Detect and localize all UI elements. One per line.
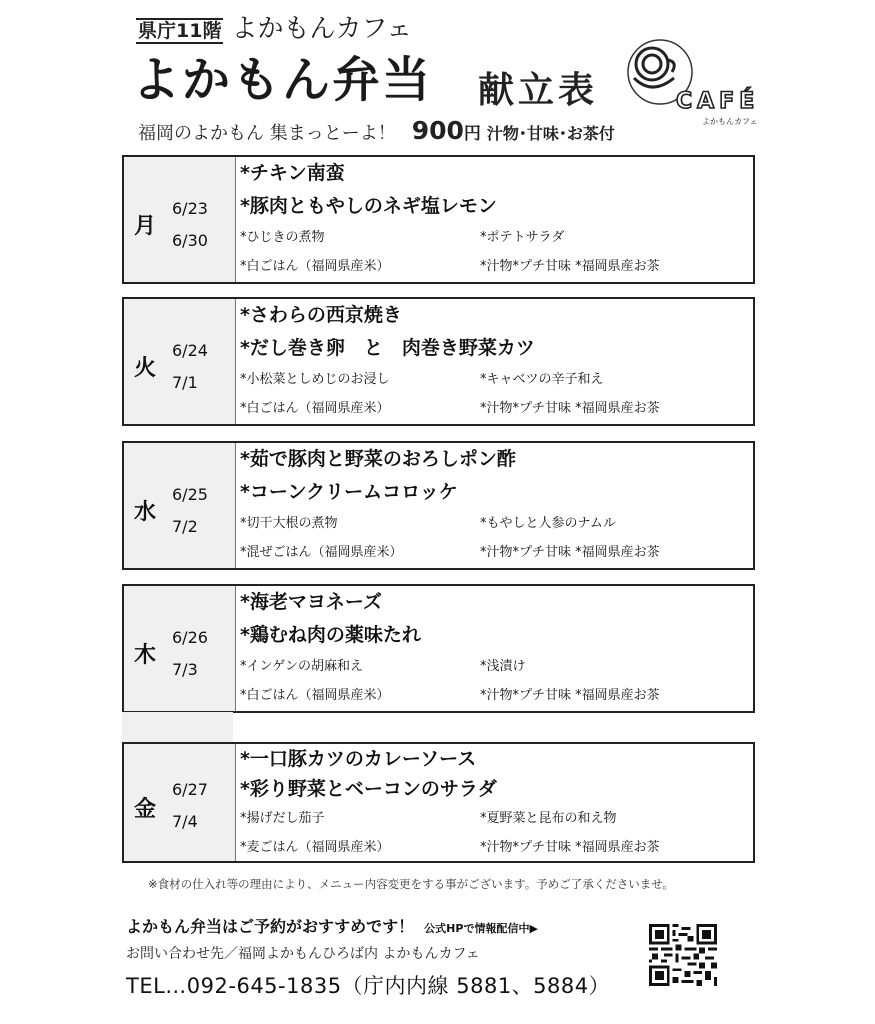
rice: *麦ごはん（福岡県産米） <box>240 840 390 855</box>
menu-cell <box>236 157 753 282</box>
side-row <box>240 509 753 538</box>
side-dish: *浅漬け <box>480 659 526 674</box>
phone-number: TEL…092-645-1835（庁内内線 5881、5884） <box>126 974 611 998</box>
day-label: 水 <box>134 500 157 525</box>
extras: *汁物*プチ甘味 *福岡県産お茶 <box>480 840 660 855</box>
dates <box>172 335 208 399</box>
date: 7/2 <box>172 517 198 536</box>
date: 6/24 <box>172 341 208 360</box>
reservation-line <box>126 914 538 937</box>
extras: *汁物*プチ甘味 *福岡県産お茶 <box>480 545 660 560</box>
contact-info: お問い合わせ先／福岡よかもんひろば内 よかもんカフェ <box>126 946 480 962</box>
price: 900 <box>411 116 464 145</box>
day-block-mon <box>122 155 755 284</box>
side-dish: *小松菜としめじのお浸し <box>240 372 390 387</box>
side-dish: *夏野菜と昆布の和え物 <box>480 811 617 826</box>
day-cell <box>124 586 236 711</box>
side-row <box>240 833 753 862</box>
price-unit: 円 <box>463 124 481 144</box>
side-row <box>240 681 753 710</box>
extras: *汁物*プチ甘味 *福岡県産お茶 <box>480 259 660 274</box>
svg-text:CAFÉ: CAFÉ <box>676 89 760 114</box>
side-row <box>240 252 753 281</box>
menu-label: 献立表 <box>478 69 599 111</box>
day-block-wed <box>122 441 755 570</box>
qr-code-icon[interactable] <box>646 924 720 986</box>
date: 6/23 <box>172 199 208 218</box>
includes: 汁物･甘味･お茶付 <box>486 124 615 143</box>
extras: *汁物*プチ甘味 *福岡県産お茶 <box>480 401 660 416</box>
main-dish: *だし巻き卵 と 肉巻き野菜カツ <box>240 337 535 359</box>
day-label: 月 <box>134 214 157 239</box>
main-dish: *鶏むね肉の薬味たれ <box>240 624 421 646</box>
date: 6/27 <box>172 780 208 799</box>
cafe-name: よかもんカフェ <box>231 14 413 44</box>
tagline-text: 福岡のよかもん 集まっとーよ！ <box>138 123 396 144</box>
day-label: 火 <box>134 356 157 381</box>
side-dish: *ポテトサラダ <box>480 230 565 245</box>
side-dish: *もやしと人参のナムル <box>480 516 616 531</box>
day-cell <box>124 443 236 568</box>
side-dish: *キャベツの辛子和え <box>480 372 604 387</box>
side-dish: *インゲンの胡麻和え <box>240 659 363 674</box>
side-row <box>240 394 753 423</box>
side-row <box>240 365 753 394</box>
date: 7/4 <box>172 812 198 831</box>
side-row <box>240 652 753 681</box>
rice: *白ごはん（福岡県産米） <box>240 688 390 703</box>
dates <box>172 479 208 543</box>
main-dish: *コーンクリームコロッケ <box>240 481 458 503</box>
day-block-thu <box>122 584 755 713</box>
main-dish: *さわらの西京焼き <box>240 304 402 326</box>
side-row <box>240 538 753 567</box>
side-row <box>240 223 753 252</box>
change-notice: ※食材の仕入れ等の理由により、メニュー内容変更をする事がございます。予めご了承くださいませ。 <box>148 877 674 891</box>
main-dish: *海老マヨネーズ <box>240 591 382 613</box>
side-dish: *ひじきの煮物 <box>240 230 325 245</box>
svg-text:よかもんカフェ: よかもんカフェ <box>702 117 758 126</box>
main-dish: *一口豚カツのカレーソース <box>240 748 477 770</box>
day-cell <box>124 744 236 861</box>
extras: *汁物*プチ甘味 *福岡県産お茶 <box>480 688 660 703</box>
rice: *白ごはん（福岡県産米） <box>240 401 390 416</box>
dates <box>172 193 208 257</box>
official-hp-link[interactable]: 公式HPで情報配信中▶ <box>424 922 538 935</box>
date: 6/25 <box>172 485 208 504</box>
date: 7/1 <box>172 373 198 392</box>
side-row <box>240 804 753 833</box>
menu-cell <box>236 586 753 711</box>
main-dish: *チキン南蛮 <box>240 162 345 184</box>
floor-badge: 県庁11階 <box>138 20 222 42</box>
coffee-cup-icon <box>622 38 762 128</box>
menu-cell <box>236 744 753 861</box>
dates <box>172 774 208 838</box>
side-dish: *揚げだし茄子 <box>240 811 325 826</box>
date: 6/30 <box>172 231 208 250</box>
day-label: 木 <box>134 643 157 668</box>
day-cell <box>124 299 236 424</box>
main-dish: *茹で豚肉と野菜のおろしポン酢 <box>240 448 516 470</box>
date: 7/3 <box>172 660 198 679</box>
reservation-text: よかもん弁当はご予約がおすすめです！ <box>126 917 415 936</box>
spacer-strip <box>122 712 233 742</box>
side-dish: *切干大根の煮物 <box>240 516 338 531</box>
dates <box>172 622 208 686</box>
tagline <box>138 116 615 145</box>
rice: *混ぜごはん（福岡県産米） <box>240 545 403 560</box>
rice: *白ごはん（福岡県産米） <box>240 259 390 274</box>
cafe-logo <box>622 38 762 128</box>
menu-cell <box>236 443 753 568</box>
main-dish: *豚肉ともやしのネギ塩レモン <box>240 195 497 217</box>
page-title: よかもん弁当 <box>132 52 433 108</box>
header-top <box>136 14 412 44</box>
day-cell <box>124 157 236 282</box>
day-block-fri <box>122 742 755 863</box>
day-label: 金 <box>134 797 157 822</box>
date: 6/26 <box>172 628 208 647</box>
menu-cell <box>236 299 753 424</box>
day-block-tue <box>122 297 755 426</box>
main-dish: *彩り野菜とベーコンのサラダ <box>240 778 497 800</box>
